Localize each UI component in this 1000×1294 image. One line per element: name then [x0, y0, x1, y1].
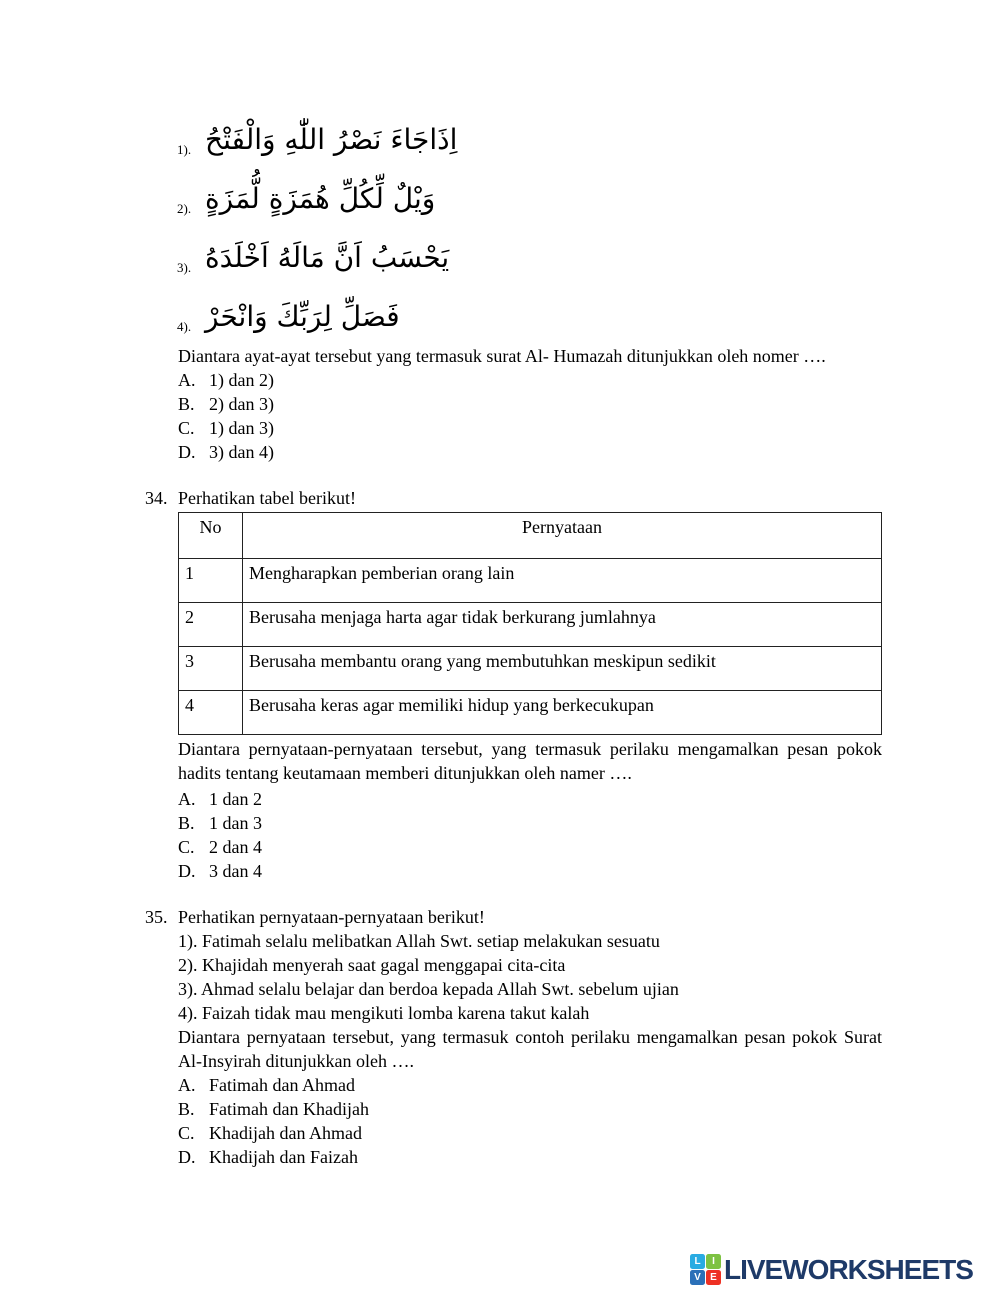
option-text: 2 dan 4 [209, 837, 262, 857]
option-text: 1 dan 3 [209, 813, 262, 833]
logo-tile-v: V [690, 1270, 705, 1285]
option-letter: A. [178, 1075, 196, 1095]
option-text: Fatimah dan Khadijah [209, 1099, 369, 1119]
option-text: 1 dan 2 [209, 789, 262, 809]
table-row [179, 603, 882, 647]
option-text: 2) dan 3) [209, 394, 274, 414]
statement-2: 2). Khajidah menyerah saat gagal menggapai cita-cita [178, 955, 566, 975]
option-letter: B. [178, 813, 195, 833]
option-text: 3) dan 4) [209, 442, 274, 462]
arabic-verse-text: فَصَلِّ لِرَبِّكَ وَانْحَرْ [205, 300, 400, 333]
option-a [178, 1073, 882, 1097]
cell-no: 3 [179, 647, 243, 691]
option-letter: A. [178, 370, 196, 390]
statement-4: 4). Faizah tidak mau mengikuti lomba karena takut kalah [178, 1003, 590, 1023]
liveworksheets-logo[interactable] [690, 1254, 973, 1285]
option-text: Khadijah dan Faizah [209, 1147, 358, 1167]
statement-1: 1). Fatimah selalu melibatkan Allah Swt. setiap melakukan sesuatu [178, 931, 660, 951]
cell-statement: Berusaha menjaga harta agar tidak berkurang jumlahnya [243, 603, 882, 647]
option-text: 1) dan 2) [209, 370, 274, 390]
option-a [178, 787, 882, 811]
question-34-options [145, 787, 882, 883]
arabic-verse-text: اِذَاجَاءَ نَصْرُ اللّٰهِ وَالْفَتْحُ [205, 123, 458, 156]
table-row [179, 691, 882, 735]
verse-line-1 [177, 106, 882, 165]
question-35-options [145, 1073, 882, 1169]
question-33-stem: Diantara ayat-ayat tersebut yang termasuk surat Al- Humazah ditunjukkan oleh nomer …. [178, 346, 826, 366]
question-33-verses [145, 106, 882, 342]
question-number: 35. [145, 907, 168, 927]
verse-number: 1). [177, 142, 192, 157]
option-letter: A. [178, 789, 196, 809]
verse-line-4 [177, 283, 882, 342]
cell-no: 4 [179, 691, 243, 735]
option-text: 3 dan 4 [209, 861, 262, 881]
question-heading-text: Perhatikan tabel berikut! [178, 488, 356, 508]
option-letter: B. [178, 1099, 195, 1119]
statements-table [178, 512, 882, 735]
option-b [178, 392, 882, 416]
option-a [178, 368, 882, 392]
option-letter: D. [178, 1147, 196, 1167]
verse-number: 4). [177, 319, 192, 334]
option-d [178, 440, 882, 464]
cell-statement: Mengharapkan pemberian orang lain [243, 559, 882, 603]
cell-statement: Berusaha keras agar memiliki hidup yang berkecukupan [243, 691, 882, 735]
page-content [145, 106, 882, 1169]
table-header-row [179, 513, 882, 559]
table-row [179, 559, 882, 603]
arabic-verse-text: يَحْسَبُ اَنَّ مَالَهُ اَخْلَدَهُ [205, 241, 450, 274]
arabic-verse-text: وَيْلٌ لِّكُلِّ هُمَزَةٍ لُّمَزَةٍ [205, 182, 436, 215]
column-header-no: No [179, 513, 243, 559]
cell-statement: Berusaha membantu orang yang membutuhkan meskipun sedikit [243, 647, 882, 691]
option-b [178, 811, 882, 835]
table-row [179, 647, 882, 691]
liveworksheets-brand-text: LIVEWORKSHEETS [724, 1254, 973, 1285]
liveworksheets-logo-icon [690, 1254, 721, 1285]
option-letter: D. [178, 861, 196, 881]
question-35-heading [145, 905, 882, 929]
option-d [178, 1145, 882, 1169]
question-heading-text: Perhatikan pernyataan-pernyataan berikut! [178, 907, 485, 927]
option-letter: C. [178, 418, 195, 438]
option-text: Fatimah dan Ahmad [209, 1075, 355, 1095]
option-letter: C. [178, 837, 195, 857]
question-33-options [145, 368, 882, 464]
verse-line-3 [177, 224, 882, 283]
option-text: Khadijah dan Ahmad [209, 1123, 362, 1143]
question-35-stem: Diantara pernyataan tersebut, yang termasuk contoh perilaku mengamalkan pesan pokok Surat Al-Insyirah ditunjukkan oleh …. [178, 1027, 882, 1071]
logo-tile-l: L [690, 1254, 705, 1269]
option-letter: D. [178, 442, 196, 462]
option-letter: C. [178, 1123, 195, 1143]
statement-3: 3). Ahmad selalu belajar dan berdoa kepada Allah Swt. sebelum ujian [178, 979, 679, 999]
option-c [178, 1121, 882, 1145]
verse-line-2 [177, 165, 882, 224]
column-header-pernyataan: Pernyataan [243, 513, 882, 559]
verse-number: 3). [177, 260, 192, 275]
question-number: 34. [145, 488, 168, 508]
logo-tile-i: I [706, 1254, 721, 1269]
question-34-stem: Diantara pernyataan-pernyataan tersebut, yang termasuk perilaku mengamalkan pesan pokok hadits tentang keutamaan memberi ditunjukkan oleh namer …. [178, 739, 882, 783]
question-35-statements [145, 929, 882, 1025]
question-34-heading [145, 486, 882, 510]
option-c [178, 835, 882, 859]
verse-number: 2). [177, 201, 192, 216]
option-c [178, 416, 882, 440]
option-text: 1) dan 3) [209, 418, 274, 438]
cell-no: 1 [179, 559, 243, 603]
cell-no: 2 [179, 603, 243, 647]
option-b [178, 1097, 882, 1121]
logo-tile-e: E [706, 1270, 721, 1285]
option-letter: B. [178, 394, 195, 414]
option-d [178, 859, 882, 883]
